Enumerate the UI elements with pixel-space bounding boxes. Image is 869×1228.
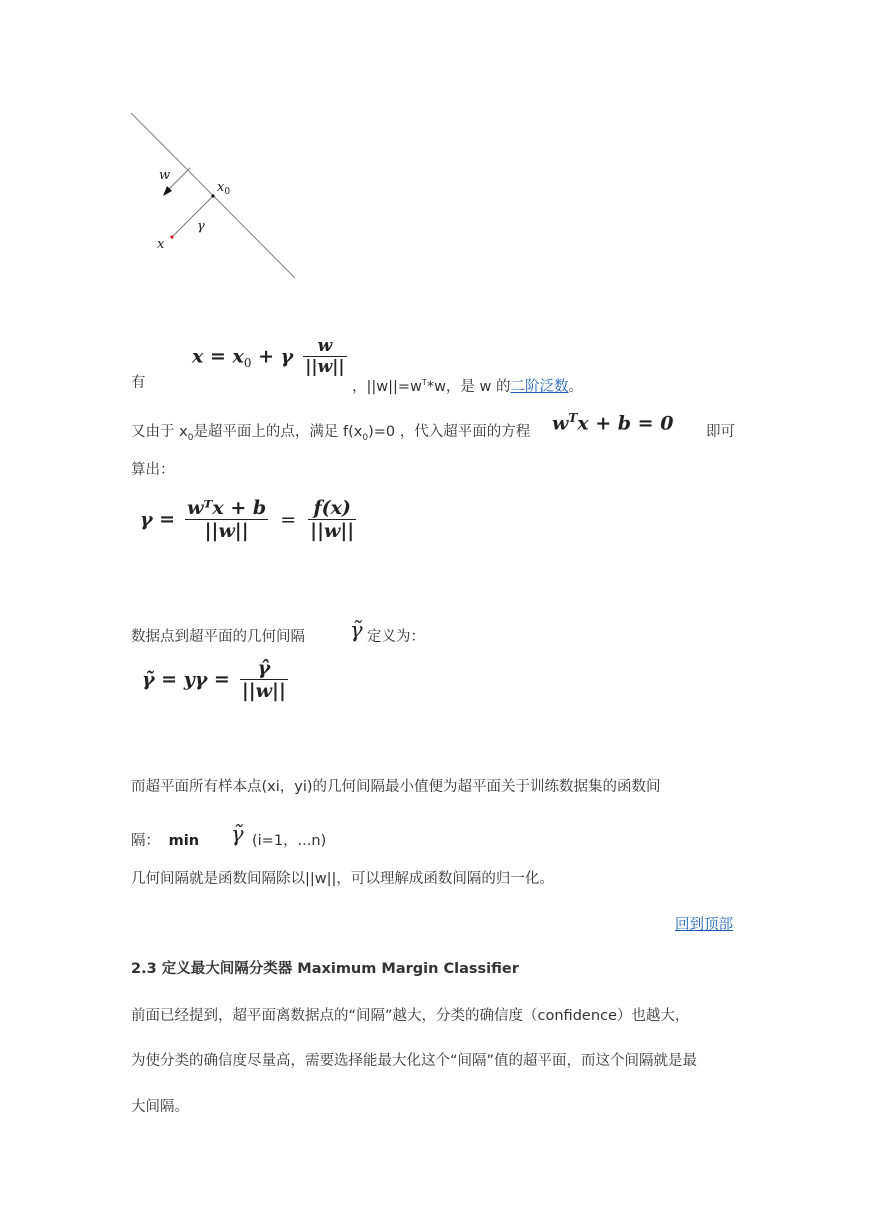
para1-text — [352, 373, 583, 397]
formula-x-den: ||w|| — [305, 357, 345, 377]
para5-line1: 前面已经提到，超平面离数据点的“间隔”越大，分类的确信度（confidence）也越大， — [131, 1008, 690, 1024]
formula-x-plus: + γ — [251, 345, 294, 368]
formula-gamma-eq: = — [280, 508, 297, 531]
hyperplane-equation — [552, 411, 673, 434]
formula-x-sub: 0 — [243, 355, 252, 370]
hyperplane-figure — [128, 108, 303, 283]
para2-text-a: 又由于 x — [131, 424, 188, 440]
formula-x-lhs: x = x — [192, 345, 244, 368]
para1-text-b: *w，是 w 的 — [426, 378, 511, 395]
x0-point — [211, 194, 214, 197]
w-vector-line — [168, 168, 190, 190]
para3-text-b: 定义为： — [367, 629, 425, 645]
para1-lead: 有 — [131, 375, 146, 391]
formula-gamma — [140, 497, 356, 542]
quadratic-norm-link[interactable]: 二阶泛数 — [510, 378, 569, 395]
para4-line1: 而超平面所有样本点(xi，yi)的几何间隔最小值便为超平面关于训练数据集的函数间 — [131, 779, 661, 795]
para2-text-b: 是超平面上的点，满足 f(x — [193, 424, 363, 440]
hyperplane-diagram — [128, 108, 303, 283]
para4-line2-a: 隔： — [131, 833, 160, 849]
formula-tilde — [142, 657, 288, 702]
x-point — [170, 235, 173, 238]
formula-gamma-num1: wᵀx + b — [187, 497, 267, 519]
para5-line2: 为使分类的确信度尽量高，需要选择能最大化这个“间隔”值的超平面，而这个间隔就是最 — [131, 1053, 698, 1069]
para2-text-c: )=0 ，代入超平面的方程 — [368, 424, 531, 440]
para3-gamma-tilde: γ̃ — [350, 618, 363, 642]
gamma-label: γ — [197, 219, 205, 234]
formula-tilde-num: γ̂ — [240, 657, 288, 680]
para4-gamma-tilde: γ̃ — [231, 822, 244, 846]
formula-tilde-den: ||w|| — [241, 680, 286, 702]
para1-sup: T — [421, 378, 427, 387]
para1-end: 。 — [568, 378, 583, 395]
para2-sub2: 0 — [362, 432, 369, 443]
hyperplane-eq-rest: x + b = 0 — [577, 412, 674, 435]
para2-line2: 算出： — [131, 462, 175, 478]
hyperplane-eq-w: w — [552, 412, 569, 435]
formula-x — [192, 336, 347, 377]
para3-text: 数据点到超平面的几何间隔 — [131, 629, 305, 645]
formula-gamma-den1: ||w|| — [204, 520, 249, 542]
x0-label: $x_0$ — [217, 180, 231, 197]
x-label: x — [157, 237, 165, 252]
formula-gamma-num2: f(x) — [308, 497, 356, 520]
para4-min: min — [168, 833, 200, 849]
gamma-segment — [172, 196, 213, 237]
w-label: w — [159, 168, 171, 183]
para2-tail: 即可 — [706, 424, 735, 440]
back-to-top-link[interactable]: 回到顶部 — [675, 917, 733, 933]
para4-line3: 几何间隔就是函数间隔除以||w||，可以理解成函数间隔的归一化。 — [131, 871, 554, 887]
hyperplane-eq-sup: T — [568, 411, 578, 425]
para4-line2-b: (i=1，...n) — [252, 833, 327, 849]
formula-gamma-den2: ||w|| — [310, 520, 355, 542]
para2-sub1: 0 — [187, 432, 194, 443]
formula-x-num: w — [303, 336, 346, 357]
para2-line1 — [131, 422, 530, 448]
para5-line3: 大间隔。 — [131, 1099, 189, 1115]
section-heading: 2.3 定义最大间隔分类器 Maximum Margin Classifier — [131, 961, 519, 977]
para4-line2 — [131, 831, 199, 851]
para1-text-a: ，||w||=w — [352, 378, 422, 395]
formula-tilde-lhs: γ̃ = yγ = — [142, 668, 230, 691]
formula-gamma-lhs: γ = — [140, 508, 176, 531]
